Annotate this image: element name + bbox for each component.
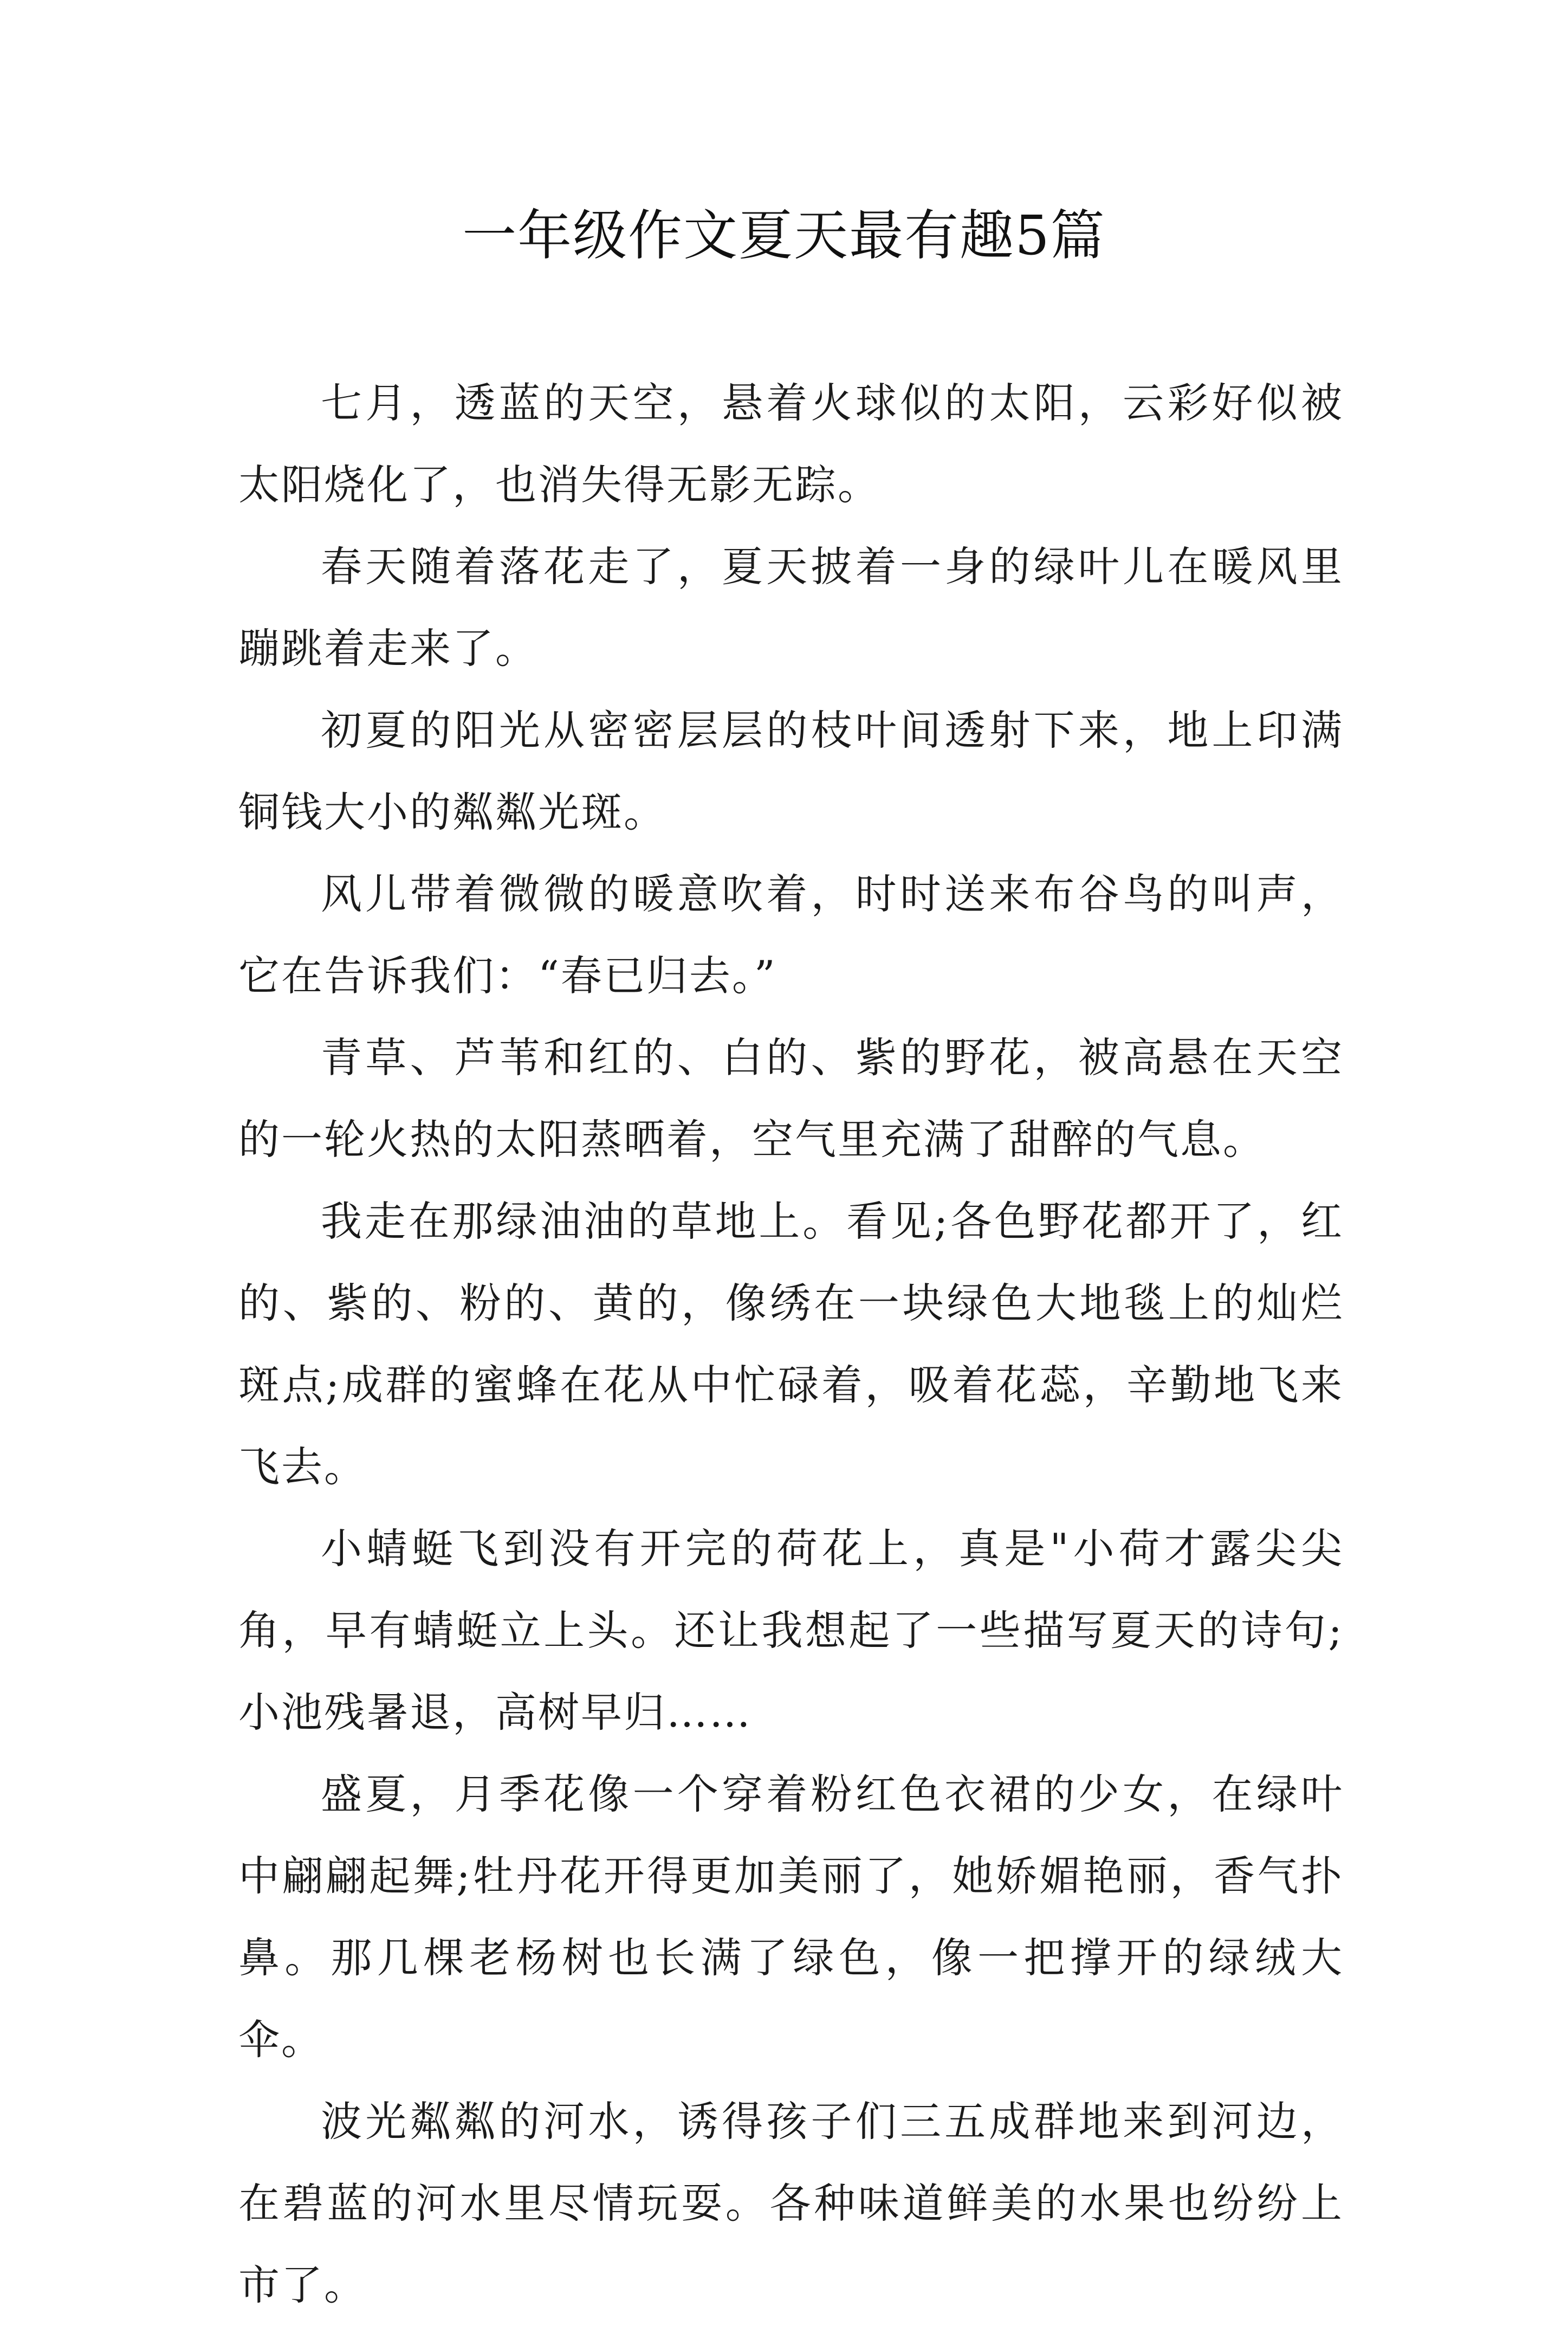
document-body (238, 362, 1344, 2326)
paragraph: 波光粼粼的河水，诱得孩子们三五成群地来到河边，在碧蓝的河水里尽情玩耍。各种味道鲜美的水果也纷纷上市了。 (238, 2097, 1344, 2309)
paragraph: 我走在那绿油油的草地上。看见;各色野花都开了，红的、紫的、粉的、黄的，像绣在一块绿色大地毯上的灿烂斑点;成群的蜜蜂在花从中忙碌着，吸着花蕊，辛勤地飞来飞去。 (238, 1197, 1344, 1491)
paragraph: 春天随着落花走了，夏天披着一身的绿叶儿在暖风里蹦跳着走来了。 (238, 542, 1344, 673)
paragraph: 青草、芦苇和红的、白的、紫的野花，被高悬在天空的一轮火热的太阳蒸晒着，空气里充满了甜醉的气息。 (238, 1033, 1344, 1164)
paragraph: 初夏的阳光从密密层层的枝叶间透射下来，地上印满铜钱大小的粼粼光斑。 (238, 706, 1344, 836)
paragraph: 七月，透蓝的天空，悬着火球似的太阳，云彩好似被太阳烧化了，也消失得无影无踪。 (238, 379, 1344, 509)
document-title: 一年级作文夏天最有趣5篇 (462, 204, 1106, 267)
paragraph: 风儿带着微微的暖意吹着，时时送来布谷鸟的叫声，它在告诉我们：“春已归去。” (238, 870, 1344, 1000)
paragraph: 盛夏，月季花像一个穿着粉红色衣裙的少女，在绿叶中翩翩起舞;牡丹花开得更加美丽了，她娇媚艳丽，香气扑鼻。那几棵老杨树也长满了绿色，像一把撑开的绿绒大伞。 (238, 1770, 1344, 2064)
paragraph: 小蜻蜓飞到没有开完的荷花上，真是"小荷才露尖尖角，早有蜻蜓立上头。还让我想起了一些描写夏天的诗句;小池残暑退，高树早归…… (238, 1524, 1344, 1736)
